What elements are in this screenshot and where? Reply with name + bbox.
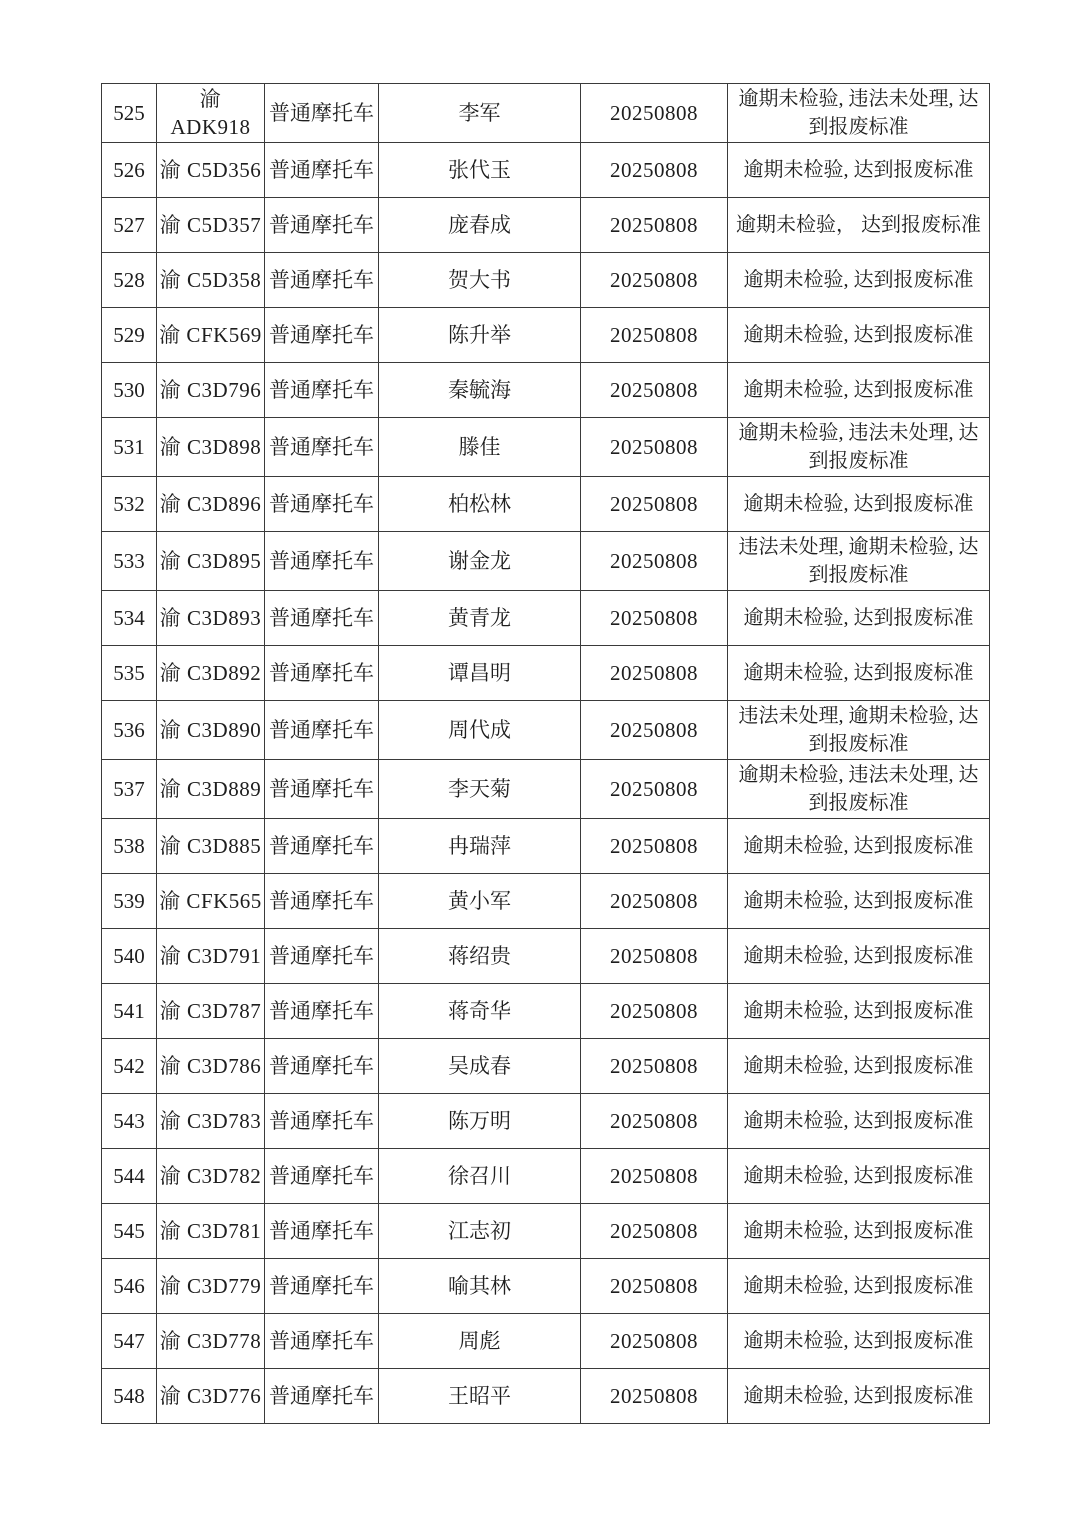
- cell-date: 20250808: [581, 701, 728, 760]
- cell-owner-name: 周代成: [379, 701, 581, 760]
- table-row: [102, 1149, 990, 1204]
- cell-date: 20250808: [581, 1149, 728, 1204]
- cell-owner-name: 柏松林: [379, 477, 581, 532]
- cell-owner-name: 谢金龙: [379, 532, 581, 591]
- cell-status: 逾期未检验, 达到报废标准: [728, 874, 990, 929]
- cell-owner-name: 庞春成: [379, 198, 581, 253]
- cell-vehicle-type: 普通摩托车: [265, 819, 379, 874]
- cell-vehicle-type: 普通摩托车: [265, 1149, 379, 1204]
- cell-vehicle-type: 普通摩托车: [265, 308, 379, 363]
- cell-license-plate: 渝 C3D776: [157, 1369, 265, 1424]
- cell-owner-name: 黄小军: [379, 874, 581, 929]
- cell-license-plate: 渝 C3D796: [157, 363, 265, 418]
- cell-license-plate: 渝 C3D778: [157, 1314, 265, 1369]
- cell-license-plate: 渝 C3D898: [157, 418, 265, 477]
- cell-owner-name: 蒋奇华: [379, 984, 581, 1039]
- cell-license-plate: 渝 C3D889: [157, 760, 265, 819]
- cell-row-number: 544: [102, 1149, 157, 1204]
- cell-vehicle-type: 普通摩托车: [265, 253, 379, 308]
- cell-owner-name: 蒋绍贵: [379, 929, 581, 984]
- cell-license-plate: 渝 C3D779: [157, 1259, 265, 1314]
- cell-vehicle-type: 普通摩托车: [265, 84, 379, 143]
- cell-vehicle-type: 普通摩托车: [265, 363, 379, 418]
- cell-vehicle-type: 普通摩托车: [265, 418, 379, 477]
- cell-owner-name: 滕佳: [379, 418, 581, 477]
- cell-date: 20250808: [581, 1259, 728, 1314]
- cell-status: 逾期未检验, 达到报废标准: [728, 143, 990, 198]
- cell-vehicle-type: 普通摩托车: [265, 1369, 379, 1424]
- cell-date: 20250808: [581, 253, 728, 308]
- table-row: [102, 532, 990, 591]
- cell-date: 20250808: [581, 1094, 728, 1149]
- cell-status: 违法未处理, 逾期未检验, 达到报废标准: [728, 532, 990, 591]
- cell-status: 逾期未检验, 达到报废标准: [728, 308, 990, 363]
- table-row: [102, 929, 990, 984]
- cell-row-number: 531: [102, 418, 157, 477]
- cell-row-number: 529: [102, 308, 157, 363]
- table-row: [102, 84, 990, 143]
- cell-row-number: 546: [102, 1259, 157, 1314]
- table-row: [102, 984, 990, 1039]
- cell-owner-name: 徐召川: [379, 1149, 581, 1204]
- cell-row-number: 535: [102, 646, 157, 701]
- cell-license-plate: 渝 ADK918: [157, 84, 265, 143]
- cell-row-number: 537: [102, 760, 157, 819]
- cell-owner-name: 谭昌明: [379, 646, 581, 701]
- cell-vehicle-type: 普通摩托车: [265, 874, 379, 929]
- cell-row-number: 533: [102, 532, 157, 591]
- cell-row-number: 525: [102, 84, 157, 143]
- cell-status: 逾期未检验, 达到报废标准: [728, 1259, 990, 1314]
- cell-status: 逾期未检验, 达到报废标准: [728, 1094, 990, 1149]
- cell-vehicle-type: 普通摩托车: [265, 1204, 379, 1259]
- table-row: [102, 363, 990, 418]
- table-row: [102, 253, 990, 308]
- cell-status: 逾期未检验, 达到报废标准: [728, 646, 990, 701]
- cell-row-number: 545: [102, 1204, 157, 1259]
- cell-status: 逾期未检验, 达到报废标准: [728, 984, 990, 1039]
- cell-vehicle-type: 普通摩托车: [265, 701, 379, 760]
- cell-vehicle-type: 普通摩托车: [265, 760, 379, 819]
- cell-owner-name: 秦毓海: [379, 363, 581, 418]
- cell-owner-name: 李军: [379, 84, 581, 143]
- cell-status: 逾期未检验, 达到报废标准: [728, 819, 990, 874]
- cell-owner-name: 陈万明: [379, 1094, 581, 1149]
- cell-date: 20250808: [581, 143, 728, 198]
- table-row: [102, 143, 990, 198]
- cell-date: 20250808: [581, 1204, 728, 1259]
- cell-vehicle-type: 普通摩托车: [265, 591, 379, 646]
- cell-date: 20250808: [581, 363, 728, 418]
- cell-status: 逾期未检验, 达到报废标准: [728, 1204, 990, 1259]
- table-row: [102, 1204, 990, 1259]
- table-row: [102, 308, 990, 363]
- table-row: [102, 874, 990, 929]
- cell-date: 20250808: [581, 1369, 728, 1424]
- cell-vehicle-type: 普通摩托车: [265, 1259, 379, 1314]
- cell-license-plate: 渝 C3D892: [157, 646, 265, 701]
- cell-owner-name: 张代玉: [379, 143, 581, 198]
- table-row: [102, 760, 990, 819]
- cell-status: 逾期未检验, 达到报废标准: [728, 929, 990, 984]
- cell-date: 20250808: [581, 646, 728, 701]
- cell-license-plate: 渝 C3D791: [157, 929, 265, 984]
- cell-license-plate: 渝 C3D885: [157, 819, 265, 874]
- cell-owner-name: 周彪: [379, 1314, 581, 1369]
- cell-vehicle-type: 普通摩托车: [265, 984, 379, 1039]
- cell-status: 逾期未检验, 达到报废标准: [728, 363, 990, 418]
- vehicle-table-body: [102, 84, 990, 1424]
- cell-row-number: 548: [102, 1369, 157, 1424]
- cell-license-plate: 渝 C3D781: [157, 1204, 265, 1259]
- cell-date: 20250808: [581, 308, 728, 363]
- cell-date: 20250808: [581, 84, 728, 143]
- cell-license-plate: 渝 C3D786: [157, 1039, 265, 1094]
- cell-license-plate: 渝 C5D357: [157, 198, 265, 253]
- cell-vehicle-type: 普通摩托车: [265, 1039, 379, 1094]
- cell-vehicle-type: 普通摩托车: [265, 198, 379, 253]
- cell-owner-name: 黄青龙: [379, 591, 581, 646]
- cell-row-number: 542: [102, 1039, 157, 1094]
- cell-date: 20250808: [581, 874, 728, 929]
- table-row: [102, 819, 990, 874]
- table-row: [102, 418, 990, 477]
- table-row: [102, 198, 990, 253]
- cell-row-number: 547: [102, 1314, 157, 1369]
- cell-license-plate: 渝 CFK565: [157, 874, 265, 929]
- table-row: [102, 1259, 990, 1314]
- vehicle-scrap-table: [101, 83, 990, 1424]
- cell-owner-name: 陈升举: [379, 308, 581, 363]
- cell-license-plate: 渝 CFK569: [157, 308, 265, 363]
- cell-status: 逾期未检验, 达到报废标准: [728, 1149, 990, 1204]
- cell-license-plate: 渝 C5D358: [157, 253, 265, 308]
- cell-status: 逾期未检验, 达到报废标准: [728, 1314, 990, 1369]
- cell-date: 20250808: [581, 591, 728, 646]
- cell-license-plate: 渝 C3D893: [157, 591, 265, 646]
- cell-owner-name: 王昭平: [379, 1369, 581, 1424]
- cell-row-number: 530: [102, 363, 157, 418]
- cell-status: 逾期未检验， 达到报废标准: [728, 198, 990, 253]
- cell-date: 20250808: [581, 760, 728, 819]
- cell-license-plate: 渝 C3D890: [157, 701, 265, 760]
- table-row: [102, 1369, 990, 1424]
- cell-row-number: 534: [102, 591, 157, 646]
- cell-row-number: 526: [102, 143, 157, 198]
- cell-date: 20250808: [581, 198, 728, 253]
- cell-owner-name: 冉瑞萍: [379, 819, 581, 874]
- cell-status: 逾期未检验, 达到报废标准: [728, 1039, 990, 1094]
- cell-vehicle-type: 普通摩托车: [265, 929, 379, 984]
- cell-status: 违法未处理, 逾期未检验, 达到报废标准: [728, 701, 990, 760]
- cell-row-number: 527: [102, 198, 157, 253]
- cell-date: 20250808: [581, 929, 728, 984]
- cell-date: 20250808: [581, 1314, 728, 1369]
- cell-license-plate: 渝 C3D896: [157, 477, 265, 532]
- table-row: [102, 591, 990, 646]
- cell-row-number: 541: [102, 984, 157, 1039]
- cell-row-number: 532: [102, 477, 157, 532]
- cell-vehicle-type: 普通摩托车: [265, 143, 379, 198]
- cell-vehicle-type: 普通摩托车: [265, 1094, 379, 1149]
- cell-status: 逾期未检验, 达到报废标准: [728, 591, 990, 646]
- table-row: [102, 1314, 990, 1369]
- cell-license-plate: 渝 C3D895: [157, 532, 265, 591]
- table-row: [102, 701, 990, 760]
- cell-date: 20250808: [581, 819, 728, 874]
- cell-license-plate: 渝 C5D356: [157, 143, 265, 198]
- cell-status: 逾期未检验, 达到报废标准: [728, 477, 990, 532]
- cell-row-number: 539: [102, 874, 157, 929]
- cell-status: 逾期未检验, 达到报废标准: [728, 1369, 990, 1424]
- cell-row-number: 528: [102, 253, 157, 308]
- cell-owner-name: 江志初: [379, 1204, 581, 1259]
- cell-vehicle-type: 普通摩托车: [265, 532, 379, 591]
- cell-owner-name: 喻其林: [379, 1259, 581, 1314]
- cell-row-number: 540: [102, 929, 157, 984]
- cell-date: 20250808: [581, 984, 728, 1039]
- table-row: [102, 477, 990, 532]
- table-row: [102, 1094, 990, 1149]
- cell-license-plate: 渝 C3D787: [157, 984, 265, 1039]
- cell-date: 20250808: [581, 532, 728, 591]
- cell-row-number: 543: [102, 1094, 157, 1149]
- cell-row-number: 536: [102, 701, 157, 760]
- cell-vehicle-type: 普通摩托车: [265, 646, 379, 701]
- cell-status: 逾期未检验, 违法未处理, 达到报废标准: [728, 760, 990, 819]
- table-row: [102, 646, 990, 701]
- cell-status: 逾期未检验, 违法未处理, 达到报废标准: [728, 418, 990, 477]
- cell-date: 20250808: [581, 477, 728, 532]
- table-row: [102, 1039, 990, 1094]
- cell-license-plate: 渝 C3D782: [157, 1149, 265, 1204]
- cell-license-plate: 渝 C3D783: [157, 1094, 265, 1149]
- cell-owner-name: 吴成春: [379, 1039, 581, 1094]
- cell-vehicle-type: 普通摩托车: [265, 477, 379, 532]
- cell-status: 逾期未检验, 达到报废标准: [728, 253, 990, 308]
- cell-date: 20250808: [581, 1039, 728, 1094]
- cell-owner-name: 贺大书: [379, 253, 581, 308]
- cell-owner-name: 李天菊: [379, 760, 581, 819]
- cell-date: 20250808: [581, 418, 728, 477]
- cell-status: 逾期未检验, 违法未处理, 达到报废标准: [728, 84, 990, 143]
- cell-row-number: 538: [102, 819, 157, 874]
- cell-vehicle-type: 普通摩托车: [265, 1314, 379, 1369]
